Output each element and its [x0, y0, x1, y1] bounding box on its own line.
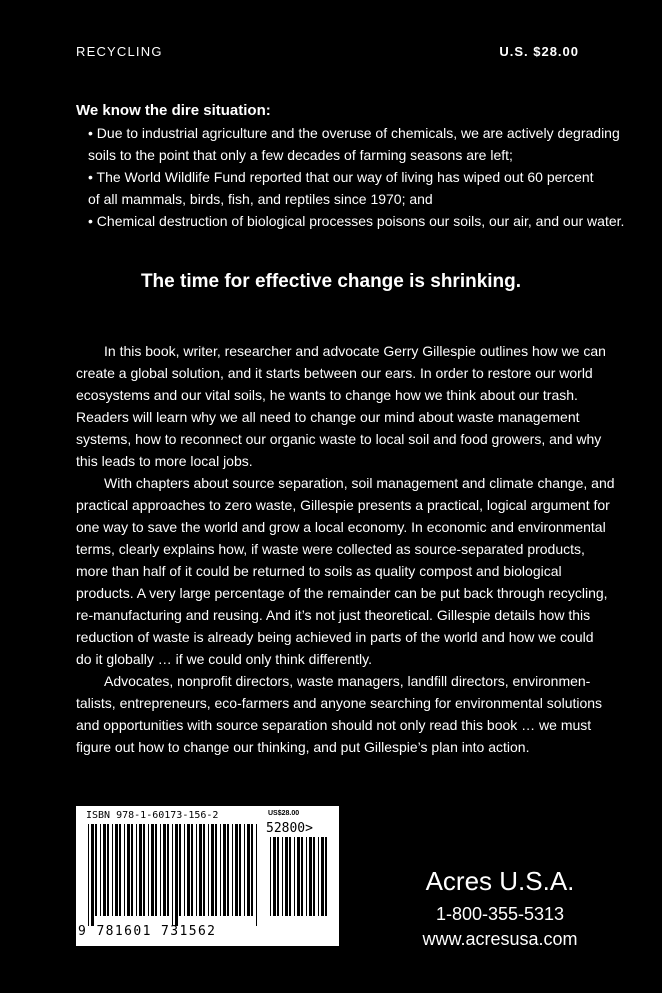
bullet-item — [76, 210, 625, 232]
body-line: one way to save the world and grow a local economy. In economic and environmental — [76, 519, 606, 535]
ean-barcode — [88, 824, 260, 926]
body-line: Advocates, nonprofit directors, waste managers, landfill directors, environmen- — [104, 673, 591, 689]
body-line: this leads to more local jobs. — [76, 453, 253, 469]
body-line: With chapters about source separation, soil management and climate change, and — [104, 475, 615, 491]
isbn-text: ISBN 978-1-60173-156-2 — [86, 810, 219, 821]
body-line: do it globally … if we could only think differently. — [76, 651, 372, 667]
body-line: talists, entrepreneurs, eco-farmers and anyone searching for environmental solutions — [76, 695, 603, 711]
body-line: practical approaches to zero waste, Gillespie presents a practical, logical argument for — [76, 497, 610, 513]
barcode-price-label: US$28.00 — [268, 810, 300, 817]
bullet-line: • The World Wildlife Fund reported that our way of living has wiped out 60 percent — [88, 169, 594, 185]
bullet-line: • Chemical destruction of biological processes poisons our soils, our air, and our water. — [88, 213, 625, 229]
publisher-name: Acres U.S.A. — [425, 866, 575, 896]
barcode-price-code: 52800> — [266, 821, 313, 836]
bullet-item — [76, 122, 620, 166]
addon-barcode — [270, 837, 332, 926]
body-line: and opportunities with source separation should not only read this book … we must — [76, 717, 592, 733]
tagline: The time for effective change is shrinking. — [140, 271, 522, 292]
dire-situation-section — [76, 100, 625, 232]
bullet-item — [76, 166, 596, 210]
description-body — [76, 340, 615, 758]
body-line: terms, clearly explains how, if waste were collected as source-separated products, — [76, 541, 585, 557]
body-line: reduction of waste is already being achieved in parts of the world and how we could — [76, 629, 594, 645]
body-line: products. A very large percentage of the remainder can be put back through recycling, — [76, 585, 608, 601]
body-line: ecosystems and our vital soils, he wants to change how we think about our trash. — [76, 387, 578, 403]
publisher-website[interactable]: www.acresusa.com — [422, 929, 578, 949]
body-line: systems, how to reconnect our organic waste to local soil and food growers, and why — [76, 431, 602, 447]
isbn-digits: 9 781601 731562 — [78, 924, 217, 939]
price-label: U.S. $28.00 — [499, 44, 579, 59]
publisher-phone: 1-800-355-5313 — [435, 904, 565, 924]
body-line: create a global solution, and it starts between our ears. In order to restore our world — [76, 365, 593, 381]
body-line: figure out how to change our thinking, and put Gillespie’s plan into action. — [76, 739, 530, 755]
dire-heading: We know the dire situation: — [76, 102, 271, 119]
bullet-line: • Due to industrial agriculture and the overuse of chemicals, we are actively degrading — [88, 125, 620, 141]
bullet-line: of all mammals, birds, fish, and reptiles since 1970; and — [88, 191, 433, 207]
body-line: re-manufacturing and reusing. And it’s not just theoretical. Gillespie details how this — [76, 607, 591, 623]
bullet-line: soils to the point that only a few decades of farming seasons are left; — [88, 147, 513, 163]
body-line: more than half of it could be returned to soils as quality compost and biological — [76, 563, 562, 579]
body-line: Readers will learn why we all need to change our mind about waste management — [76, 409, 580, 425]
barcode-box — [76, 806, 339, 946]
body-line: In this book, writer, researcher and advocate Gerry Gillespie outlines how we can — [104, 343, 606, 359]
category-label: RECYCLING — [76, 44, 163, 59]
